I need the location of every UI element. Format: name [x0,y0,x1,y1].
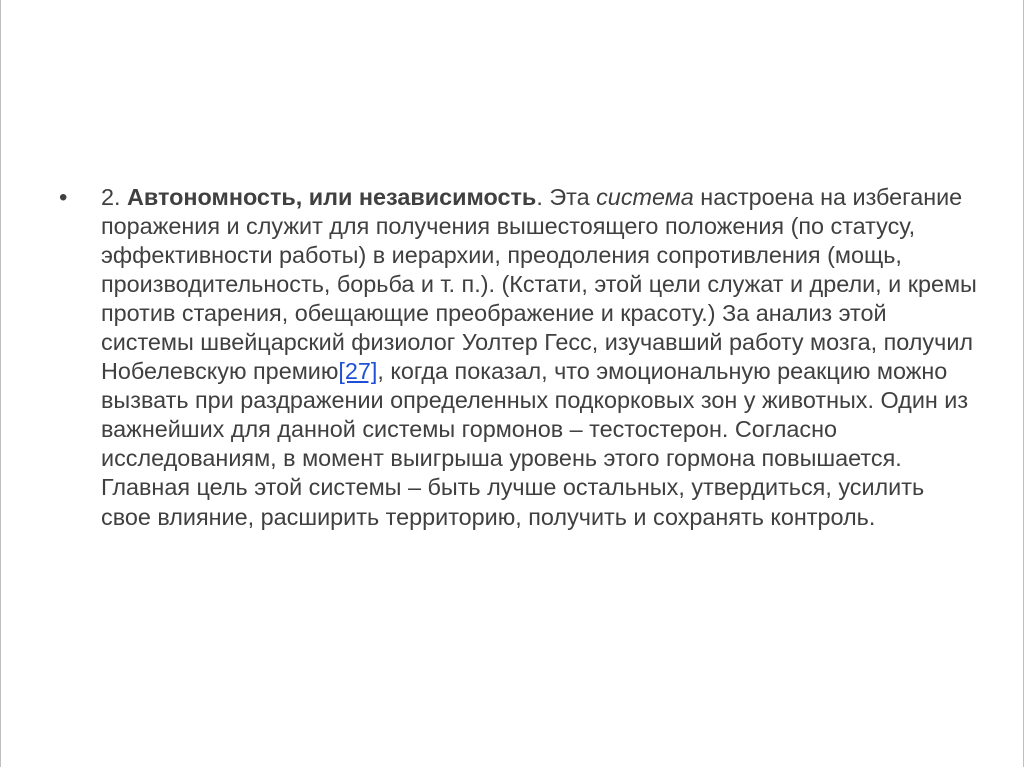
italic-term: система [596,184,694,210]
paragraph-number: 2. [101,184,128,210]
paragraph-text [101,183,979,532]
reference-link[interactable]: [27] [338,358,378,385]
paragraph-heading: Автономность, или независимость [127,184,537,210]
bullet-paragraph [59,183,979,532]
heading-suffix: . Эта [536,184,597,210]
paragraph-body-start: настроена на избегание поражения и служит для получения вышестоящего положения (по статусу, эффективности работы) в иерархии, преодоления сопротивления (мощь, производительность, борьба и т. п.). (Кстати, этой цели служат и дрели, и кремы против старения, обещающие преображение и красоту.) За анализ этой системы швейцарский физиолог Уолтер Гесс, изучавший работу мозга, получил Нобелевскую премию [101,184,977,385]
bullet-icon: • [59,184,68,211]
slide-content [59,183,979,532]
paragraph-body-end: , когда показал, что эмоциональную реакцию можно вызвать при раздражении определенных подкорковых зон у животных. Один из важнейших для данной системы гормонов – тестостерон. Согласно исследованиям, в момент выигрыша уровень этого гормона повышается. Главная цель этой системы – быть лучше остальных, утвердиться, усилить свое влияние, расширить территорию, получить и сохранять контроль. [101,358,969,530]
